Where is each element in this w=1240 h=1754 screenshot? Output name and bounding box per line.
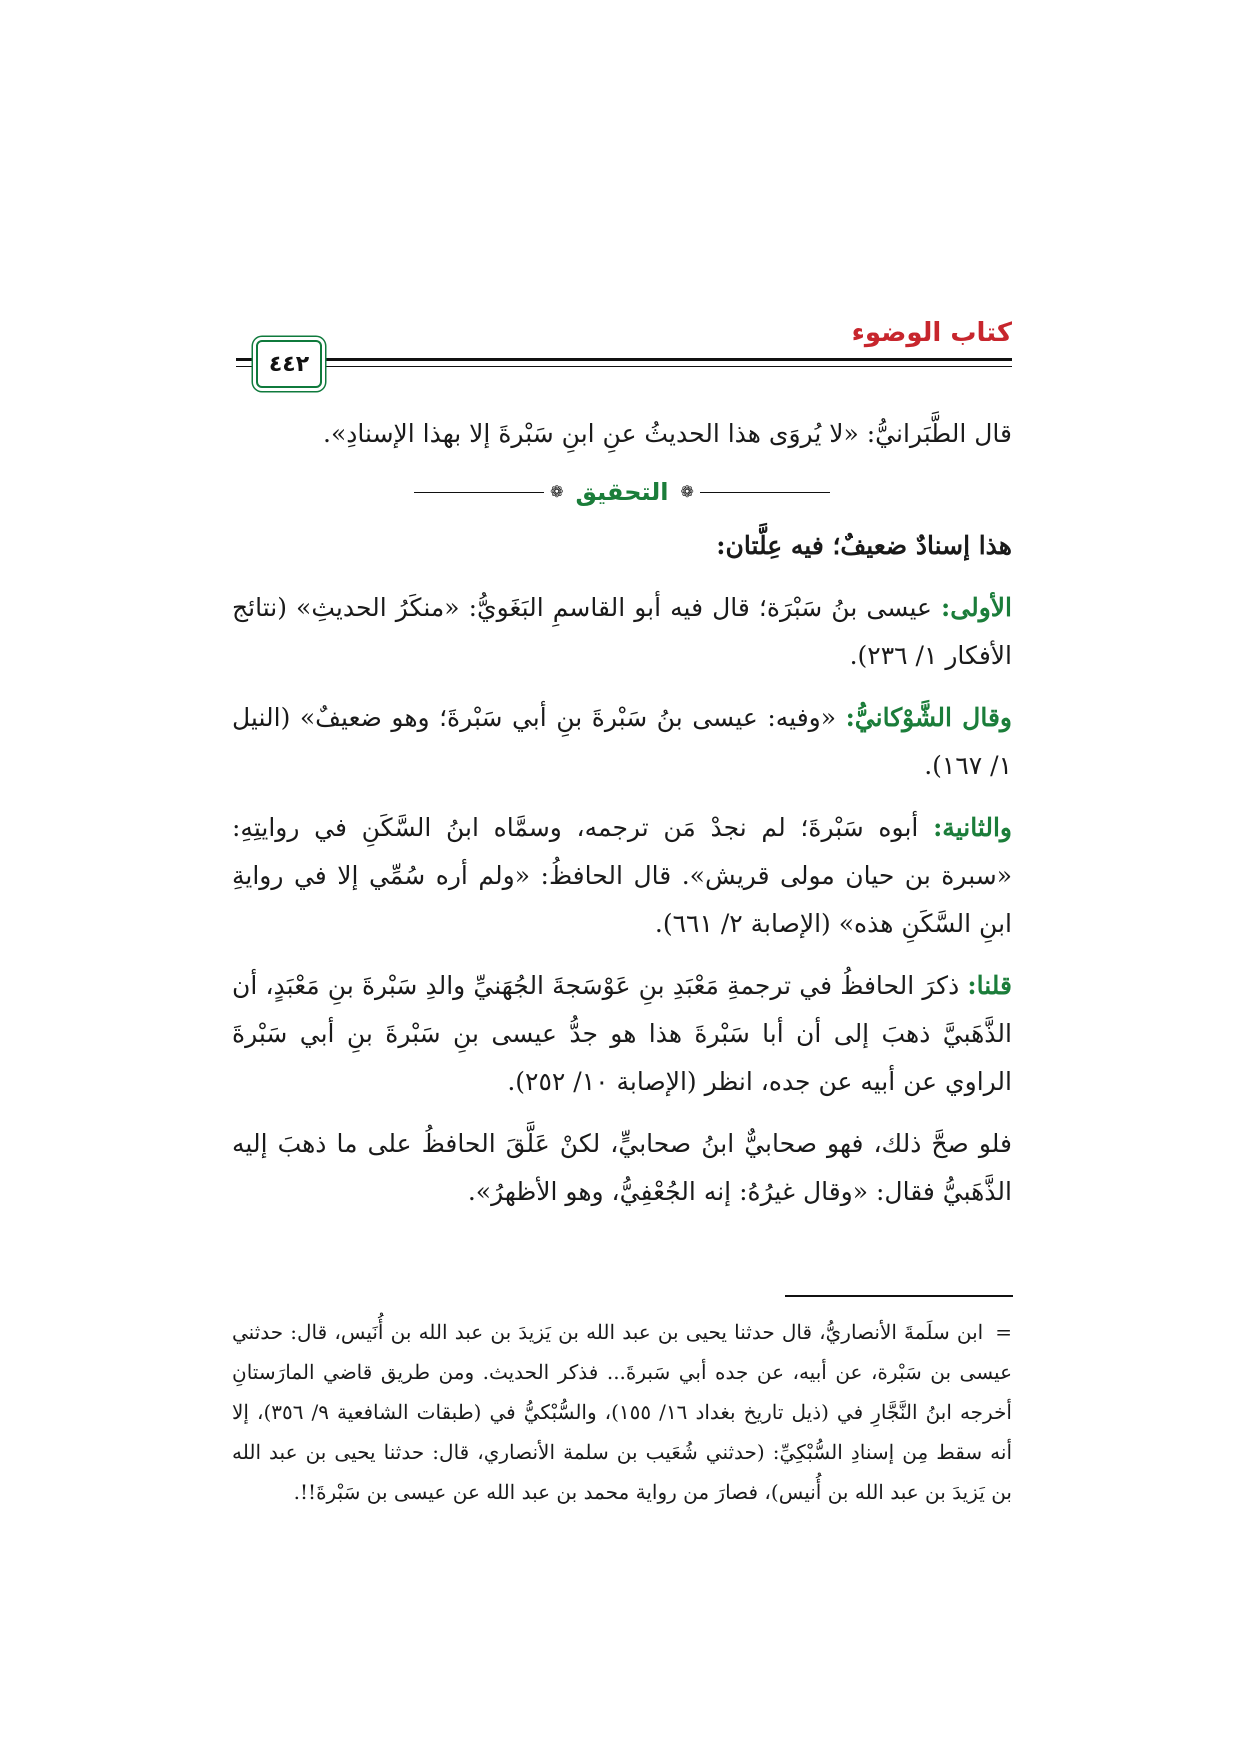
section-divider xyxy=(232,472,1012,512)
footnote-paragraph xyxy=(232,1312,1012,1512)
text-shawkani: «وفيه: عيسى بنُ سَبْرةَ بنِ أبي سَبْرةَ؛ وهو ضعيفٌ» (النيل ١/ ١٦٧). xyxy=(232,703,1012,780)
label-shawkani: وقال الشَّوْكانيُّ: xyxy=(845,703,1012,732)
footnote-continuation-marker: = xyxy=(995,1320,1012,1344)
label-second: والثانية: xyxy=(933,813,1012,842)
section-title: التحقيق xyxy=(575,478,669,506)
footnote-rule xyxy=(785,1295,1013,1297)
paragraph-shawkani xyxy=(232,694,1012,790)
footnote-text: ابن سلَمةَ الأنصاريُّ، قال حدثنا يحيى بن عبد الله بن يَزيدَ بن عبد الله بن أُنَيس، قال: حدثني عيسى بن سَبْرة، عن أبيه، عن جده أبي سَبرةَ... فذكر الحديث. ومن طريق قاضي المارَستانِ أخرجه ابنُ النَّجَّارِ في (ذيل تاريخ بغداد ١٦/ ١٥٥)، والسُّبْكيُّ في (طبقات الشافعية ٩/ ٣٥٦)، إلا أنه سقط مِن إسنادِ السُّبْكِيِّ: (حدثني شُعَيب بن سلمة الأنصاري، قال: حدثنا يحيى بن عبد الله بن يَزيدَ بن عبد الله بن أُنيس)، فصارَ من رواية محمد بن عبد الله عن عيسى بن سَبْرةَ!!. xyxy=(232,1320,1012,1504)
ornament-right-icon: ❁ xyxy=(680,482,694,501)
page-header xyxy=(236,318,1012,398)
paragraph-we-said xyxy=(232,962,1012,1106)
divider-line-right xyxy=(700,492,830,493)
page-number-box xyxy=(256,340,322,388)
footnote xyxy=(232,1312,1012,1512)
divider-line-left xyxy=(414,492,544,493)
text-we-said: ذكرَ الحافظُ في ترجمةِ مَعْبَدِ بنِ عَوْسَجةَ الجُهَنيِّ والدِ سَبْرةَ بنِ مَعْبَدٍ، أن الذَّهَبيَّ ذهبَ إلى أن أبا سَبْرةَ هذا هو جدُّ عيسى بنِ سَبْرةَ بنِ أبي سَبْرةَ الراوي عن أبيه عن جده، انظر (الإصابة ١٠/ ٢٥٢). xyxy=(232,971,1012,1096)
paragraph-first-defect xyxy=(232,584,1012,680)
main-text xyxy=(232,410,1012,1230)
book-title: كتاب الوضوء xyxy=(851,318,1012,348)
text-second: أبوه سَبْرةَ؛ لم نجدْ مَن ترجمه، وسمَّاه ابنُ السَّكَنِ في روايتِهِ: «سبرة بن حيان مولى قريش». قال الحافظُ: «ولم أره سُمِّي إلا في روايةِ ابنِ السَّكَنِ هذه» (الإصابة ٢/ ٦٦١). xyxy=(232,813,1012,938)
label-first: الأولى: xyxy=(941,593,1012,622)
text-first: عيسى بنُ سَبْرَة؛ قال فيه أبو القاسمِ البَغَويُّ: «منكَرُ الحديثِ» (نتائج الأفكار ١/ ٢٣٦). xyxy=(232,593,1012,670)
intro-paragraph: قال الطَّبَرانيُّ: «لا يُروَى هذا الحديثُ عنِ ابنِ سَبْرةَ إلا بهذا الإسنادِ». xyxy=(323,419,1012,448)
verdict-heading: هذا إسنادٌ ضعيفٌ؛ فيه عِلَّتان: xyxy=(716,531,1012,560)
page-number: ٤٤٢ xyxy=(268,351,310,377)
header-rule-thin xyxy=(236,366,1012,367)
paragraph-second-defect xyxy=(232,804,1012,948)
ornament-left-icon: ❁ xyxy=(550,482,564,501)
paragraph-conclusion: فلو صحَّ ذلك، فهو صحابيٌّ ابنُ صحابيٍّ، لكنْ عَلَّقَ الحافظُ على ما ذهبَ إليه الذَّهَبيُّ فقال: «وقال غيرُهُ: إنه الجُعْفِيُّ، وهو الأظهرُ». xyxy=(232,1129,1012,1206)
label-we-said: قلنا: xyxy=(967,971,1012,1000)
header-rule-thick xyxy=(236,358,1012,361)
